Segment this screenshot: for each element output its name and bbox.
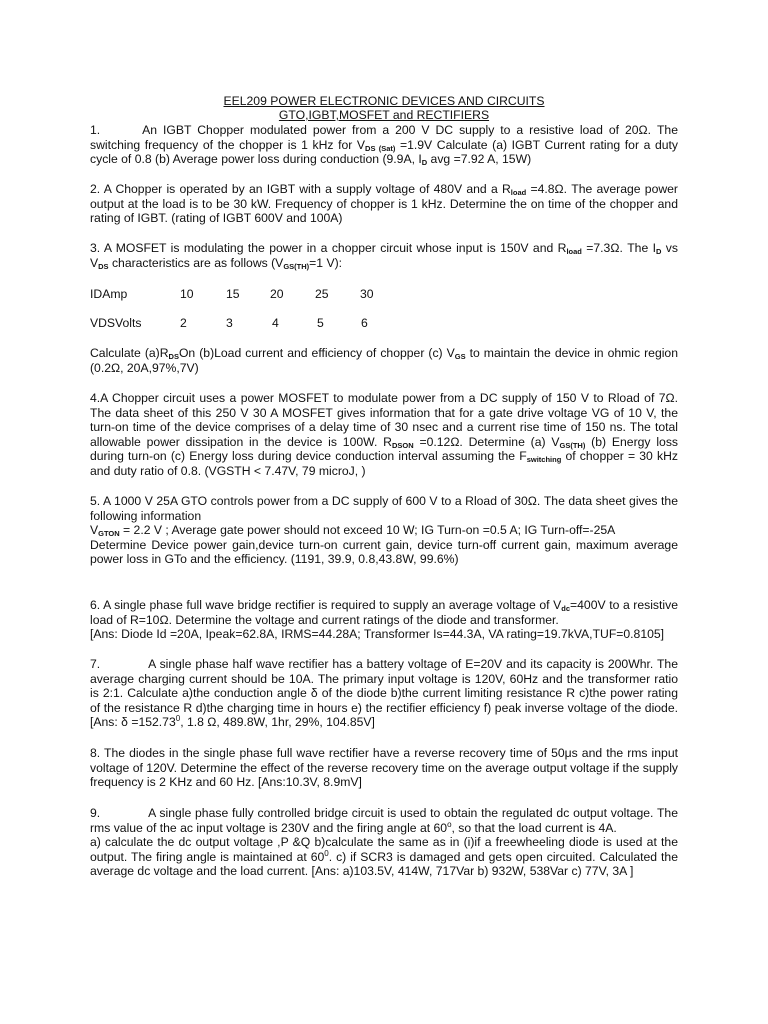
question-7 bbox=[90, 657, 678, 730]
table-cell: 25 bbox=[315, 287, 329, 301]
question-text: =1.9V Calculate (a) IGBT Current rating for a duty cycle of 0.8 (b) Average power loss during conduction (9.9A, I bbox=[90, 137, 678, 166]
question-9 bbox=[90, 806, 678, 879]
question-text: to maintain the device in ohmic region (0.2Ω, 20A,97%,7V) bbox=[90, 346, 678, 375]
subscript: load bbox=[566, 247, 582, 256]
question-text: avg =7.92 A, 15W) bbox=[427, 152, 532, 166]
question-text: 5. A 1000 V 25A GTO controls power from a DC supply of 600 V to a Rload of 30Ω. The data sheet gives the following information bbox=[90, 494, 678, 523]
superscript: 0 bbox=[324, 848, 329, 858]
question-text: 6. A single phase full wave bridge rectifier is required to supply an average voltage of V bbox=[90, 598, 562, 612]
document-title: EEL209 POWER ELECTRONIC DEVICES AND CIRCUITS bbox=[223, 94, 545, 108]
question-text: An IGBT Chopper modulated power from a 200 V DC supply to a resistive load of 20Ω. The switching frequency of the chopper is 1 kHz for V bbox=[90, 123, 678, 152]
question-1 bbox=[90, 123, 678, 167]
question-text: (b) Energy loss during turn-on (c) Energy loss during device conduction interval assuming the F bbox=[90, 434, 679, 463]
question-text: Determine Device power gain,device turn-on current gain, device turn-off current gain, maximum average power loss in GTo and the efficiency. (1191, 39.9, 0.8,43.8W, 99.6%) bbox=[90, 537, 678, 566]
question-5 bbox=[90, 494, 678, 567]
table-cell: 4 bbox=[272, 316, 279, 330]
question-text: Calculate (a)R bbox=[90, 346, 169, 360]
subscript: DSON bbox=[391, 440, 414, 450]
question-text: of chopper = 30 kHz and duty ratio of 0.8. (VGSTH < 7.47V, 79 microJ, ) bbox=[90, 449, 678, 478]
question-text: A single phase fully controlled bridge circuit is used to obtain the regulated dc output voltage. The rms value of the ac input voltage is 230V and the firing angle at 60 bbox=[90, 806, 678, 835]
question-number: 1. bbox=[90, 123, 101, 137]
question-text: , so that the load current is 4A. bbox=[451, 820, 617, 835]
question-text: =0.12Ω. Determine (a) V bbox=[413, 434, 560, 449]
table-cell: 3 bbox=[226, 316, 233, 330]
subscript: D bbox=[421, 158, 428, 167]
question-text: =7.3Ω. The I bbox=[581, 241, 656, 255]
question-text: =1 V): bbox=[309, 255, 343, 270]
subscript: DS bbox=[168, 352, 179, 361]
question-number: 9. bbox=[90, 806, 101, 820]
subscript: load bbox=[510, 188, 527, 197]
question-text: = 2.2 V ; Average gate power should not exceed 10 W; IG Turn-on =0.5 A; IG Turn-off=-25A bbox=[119, 523, 616, 537]
question-6 bbox=[90, 598, 678, 642]
table-cell: 5 bbox=[317, 316, 324, 330]
subscript: GTON bbox=[98, 529, 120, 538]
question-text: a) calculate the dc output voltage ,P &Q b)calculate the same as in (i)if a freewheeling diode is used at the output. The firing angle is maintained at 60 bbox=[90, 835, 678, 864]
subscript: switching bbox=[526, 455, 562, 464]
question-text: =4.8Ω. The average power output at the load is to be 30 kW. Frequency of chopper is 1 kHz. Determine the on time of the chopper and rating of IGBT. (rating of IGBT 600V and 100A) bbox=[90, 182, 678, 225]
table-row-label: IDAmp bbox=[90, 287, 128, 301]
question-text: 2. A Chopper is operated by an IGBT with a supply voltage of 480V and a R bbox=[90, 182, 511, 196]
table-cell: 10 bbox=[180, 287, 194, 301]
table-cell: 20 bbox=[270, 287, 284, 301]
table-cell: 30 bbox=[360, 287, 374, 301]
question-3 bbox=[90, 241, 678, 270]
answer-text: [Ans: Diode Id =20A, Ipeak=62.8A, IRMS=44.28A; Transformer Is=44.3A, VA rating=19.7kVA,TUF=0.8105] bbox=[90, 627, 665, 641]
table-row-label: VDSVolts bbox=[90, 316, 142, 330]
question-text: On (b)Load current and efficiency of chopper (c) V bbox=[178, 346, 455, 360]
question-4 bbox=[90, 391, 678, 478]
question-text: characteristics are as follows (V bbox=[108, 255, 284, 270]
question-text: 8. The diodes in the single phase full wave rectifier have a reverse recovery time of 50μs and the rms input voltage of 120V. Determine the effect of the reverse recovery time on the average output voltage if the supply frequency is 2 KHz and 60 Hz. [Ans:10.3V, 8.9mV] bbox=[90, 746, 678, 789]
question-8 bbox=[90, 746, 678, 790]
document-subtitle: GTO,IGBT,MOSFET and RECTIFIERS bbox=[278, 108, 490, 122]
subscript: GS bbox=[454, 352, 466, 361]
superscript: o bbox=[447, 819, 452, 829]
table-cell: 15 bbox=[226, 287, 240, 301]
subscript: GS(TH) bbox=[283, 261, 310, 271]
question-2 bbox=[90, 182, 678, 226]
question-text: . c) if SCR3 is damaged and gets open circuited. Calculated the average dc voltage and the load current. [Ans: a)103.5V, 414W, 717Var b) 932W, 538Var c) 77V, 3A ] bbox=[90, 849, 678, 878]
question-text: V bbox=[90, 523, 99, 537]
table-cell: 6 bbox=[361, 316, 368, 330]
subscript: DS bbox=[98, 261, 109, 271]
question-text: vs V bbox=[90, 241, 678, 270]
subscript: GS(TH) bbox=[559, 440, 586, 450]
subscript: DS (Sat) bbox=[365, 143, 396, 153]
question-3-calculation bbox=[90, 346, 678, 375]
question-text: 4.A Chopper circuit uses a power MOSFET to modulate power from a DC supply of 150 V to Rload of 7Ω. The data sheet of this 250 V 30 A MOSFET gives information that for a gate drive voltage VG of 10 V, the turn-on time of the device comprises of a delay time of 30 nsec and a current rise time of 150 ns. The total allowable power dissipation in the device is 100W. R bbox=[90, 391, 678, 449]
question-number: 7. bbox=[90, 657, 101, 671]
question-text: A single phase half wave rectifier has a battery voltage of E=20V and its capacity is 200Whr. The average charging current should be 10A. The primary input voltage is 120V, 60Hz and the transformer ratio is 2:1. Calculate a)the conduction angle δ of the diode b)the current limiting resistance R c)the power rating of the resistance R d)the charging time in hours e) the rectifier efficiency f) peak inverse voltage of the diode. [Ans: δ =152.73 bbox=[90, 657, 678, 729]
table-cell: 2 bbox=[180, 316, 187, 330]
question-text: 3. A MOSFET is modulating the power in a chopper circuit whose input is 150V and R bbox=[90, 241, 567, 255]
question-line bbox=[90, 523, 678, 538]
question-text: , 1.8 Ω, 489.8W, 1hr, 29%, 104.85V] bbox=[180, 715, 375, 729]
superscript: 0 bbox=[175, 714, 181, 723]
subscript: D bbox=[656, 247, 662, 256]
question-text: =400V to a resistive load of R=10Ω. Determine the voltage and current ratings of the diode and transformer. bbox=[90, 598, 678, 627]
subscript: dc bbox=[561, 604, 571, 613]
